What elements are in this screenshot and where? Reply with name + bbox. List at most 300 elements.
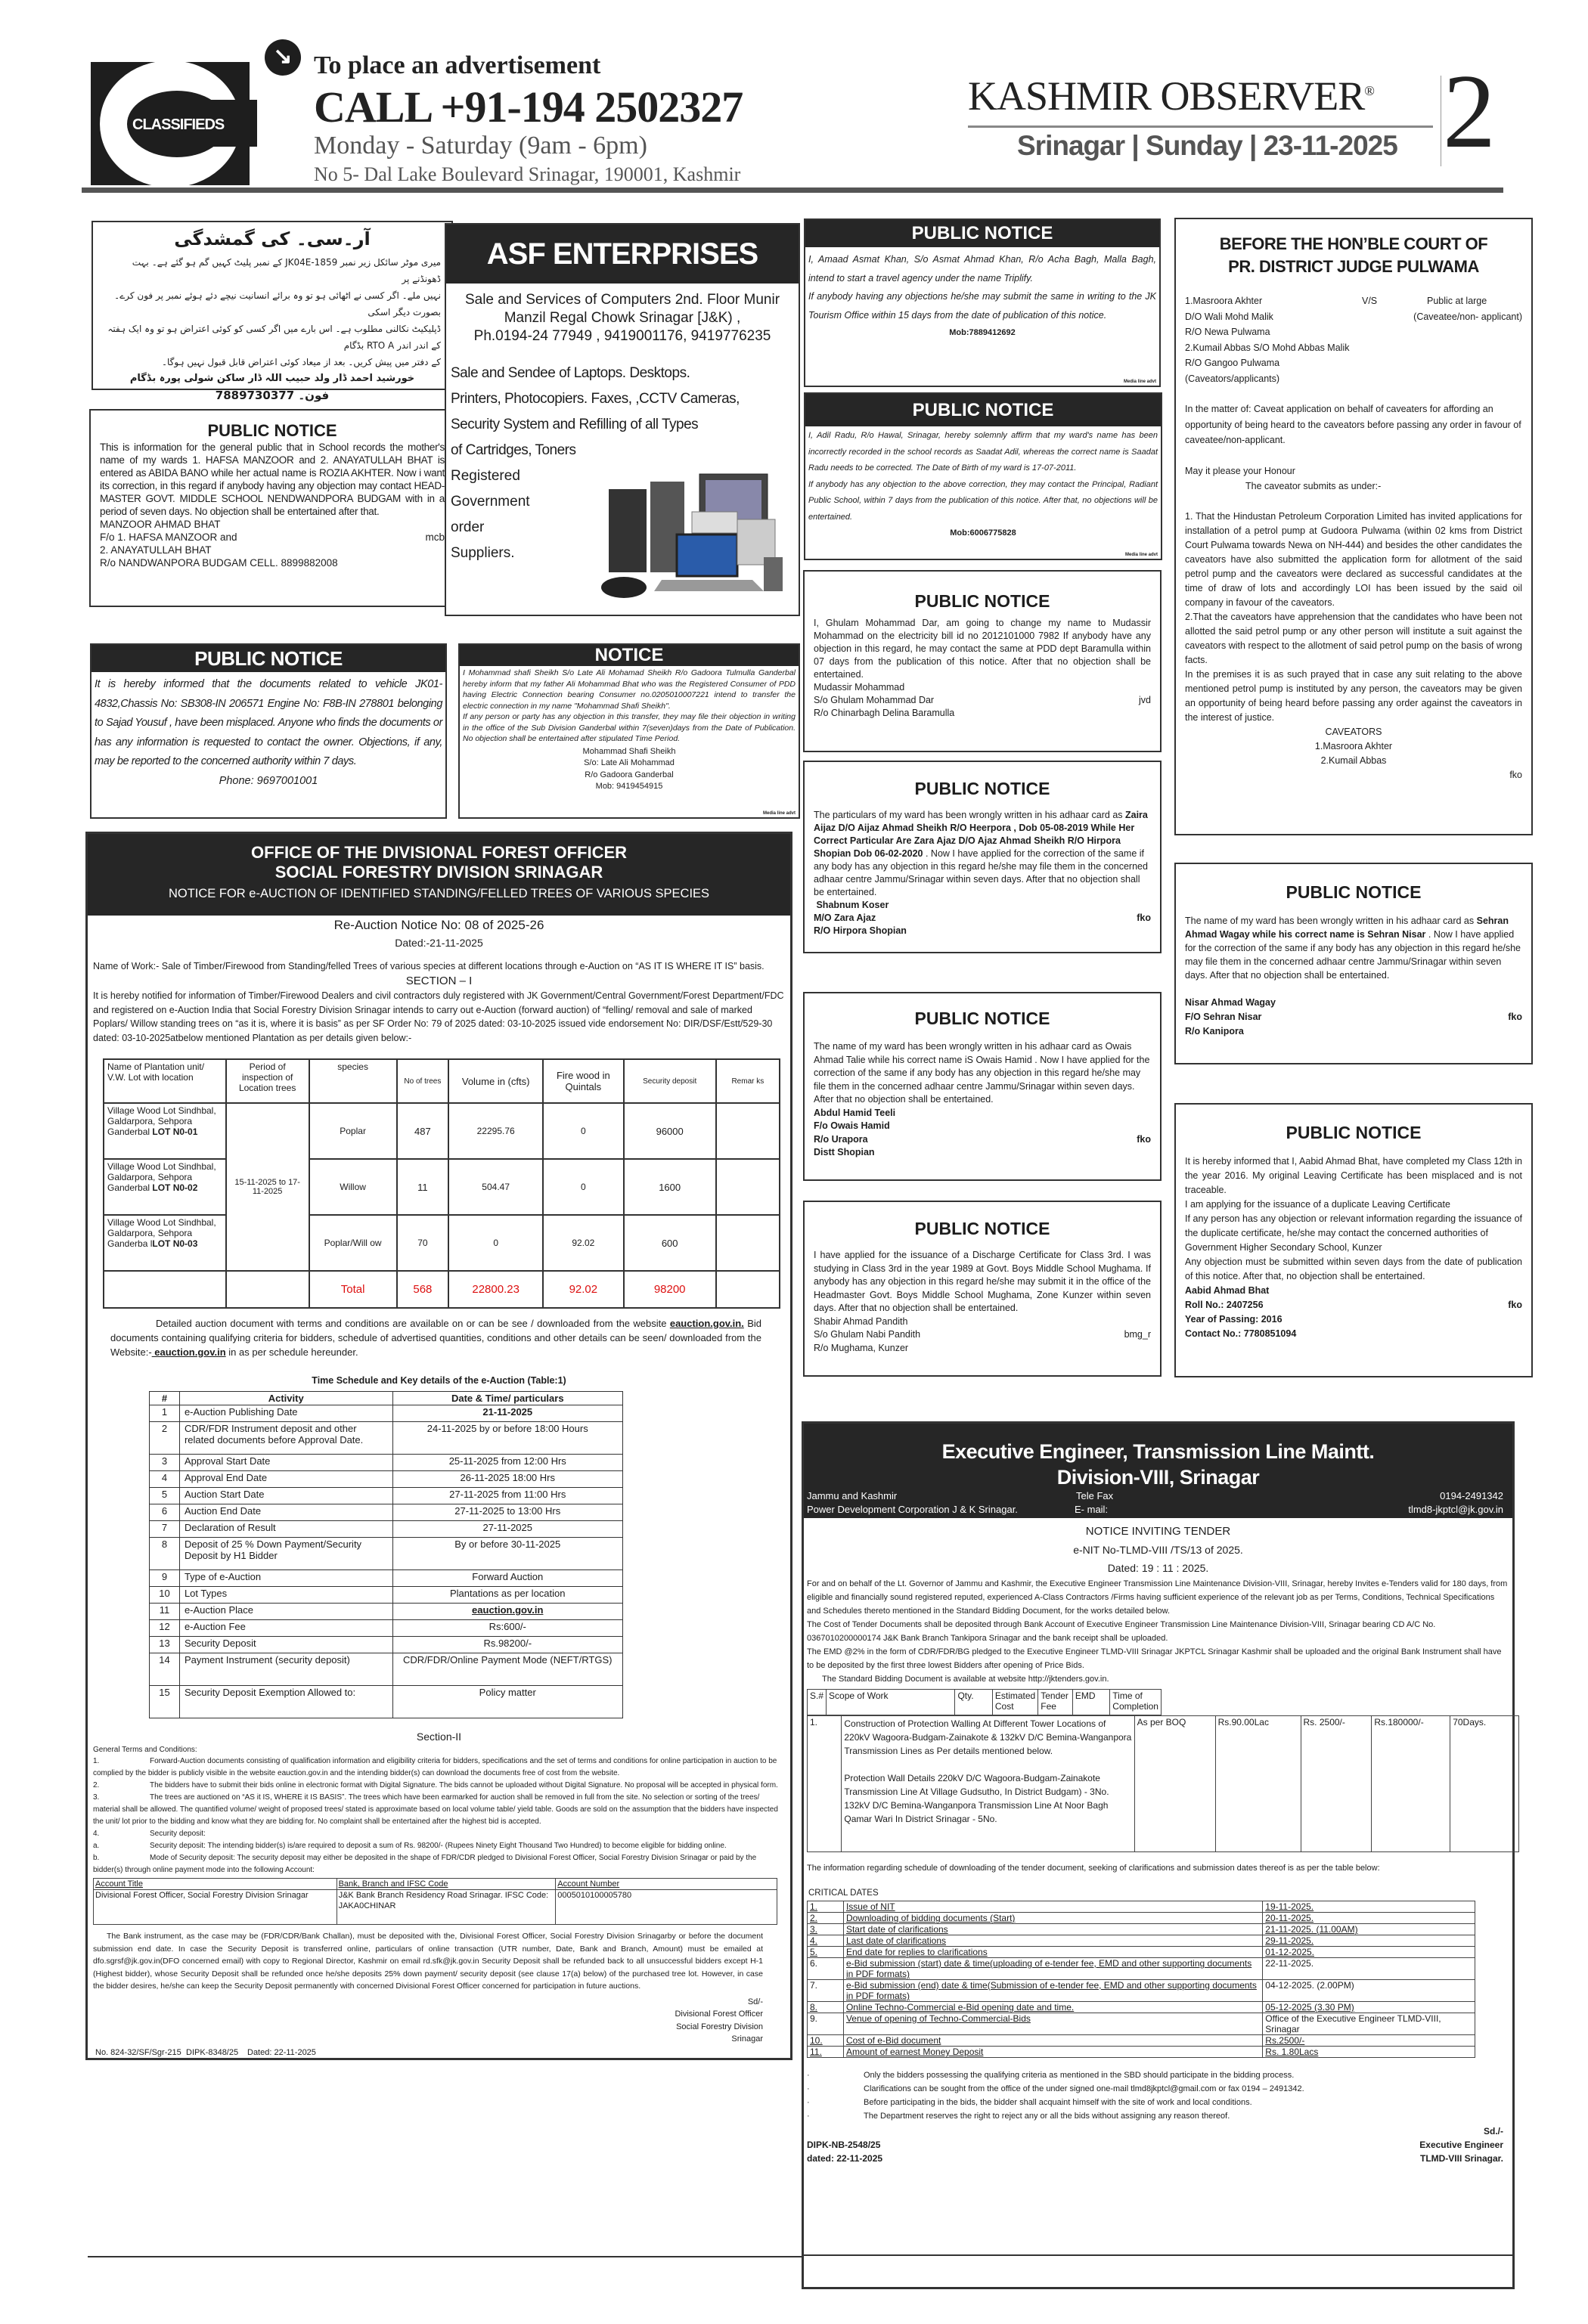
header-volume: Volume in (cfts) xyxy=(448,1059,543,1103)
classifieds-logo xyxy=(91,62,250,185)
term-text: Security deposit: The intending bidder(s) is/are required to deposit a sum of Rs. 98200/- (Rupees Ninety Eight Thousand Two Hundred) to become eligible for bidding online. xyxy=(150,1842,727,1850)
respondent-role: (Caveatee/non- applicant) xyxy=(1413,311,1522,322)
lot-firewood: 0 xyxy=(543,1103,624,1159)
schedule-date: Rs:600/- xyxy=(392,1620,623,1637)
account-number: 0005010100005780 xyxy=(556,1890,777,1925)
work-header-scope: Scope of Work xyxy=(827,1690,955,1715)
sign-ward: 2. ANAYATULLAH BHAT xyxy=(100,544,212,556)
work-scope-main: Construction of Protection Walling At Different Tower Locations of 220kV Wagoora-Budgam-Zainakote & 132kV D/C Bemina-Wanganpora Transmission Lines as Per details mentioned below. xyxy=(844,1718,1132,1756)
lot-location: Village Wood Lot Sindhbal, Galdarpora, Sehpora Ganderbal xyxy=(107,1105,216,1137)
critical-no: 4. xyxy=(808,1935,844,1947)
term-number: 1. xyxy=(93,1757,100,1765)
bullet-text: Before participating in the bids, the bidder shall acquaint himself with the site of work and local conditions. xyxy=(864,2098,1252,2107)
work-header-emd: EMD xyxy=(1072,1690,1109,1715)
schedule-row xyxy=(150,1471,623,1488)
forest-auction-notice xyxy=(85,832,792,2060)
critical-no: 7. xyxy=(808,1980,844,2002)
forest-sign-sd: Sd/- xyxy=(747,1997,763,2006)
notice-mobile: Mob:6006775828 xyxy=(950,528,1016,538)
telefax-number: 0194-2491342 xyxy=(1440,1490,1503,1501)
tender-bullet xyxy=(807,2109,1509,2123)
notice-body: I, Ghulam Mohammad Dar, am going to change my name to Mudassir Mohammad on the electricity bill id no 2012101000 7982 If anybody have any objection in this regard, he may contact the same at PDD dept Baramulla within 07 days from the publication of this notice. After that no objection shall be entertained. xyxy=(814,618,1151,680)
notice-title: PUBLIC NOTICE xyxy=(914,779,1050,798)
schedule-row xyxy=(150,1620,623,1637)
tender-sign-title: Executive Engineer xyxy=(1419,2140,1503,2150)
term-text: The bidders have to submit their bids online in electronic format with Digital Signature. The bids cannot be uploaded without Digital Signature. No proposal will be accepted in physical form. xyxy=(150,1781,778,1789)
work-time: 70Days. xyxy=(1450,1716,1519,1852)
public-notice-adhaar-zara xyxy=(803,761,1162,953)
urdu-line-4: کے دفتر میں پیش کریں۔ بعد از میعاد کوئی اعتراض قابل قبول نہیں ہوگا۔ xyxy=(161,357,441,367)
notice-body: The name of my ward has been wrongly written in his adhaar card as Sehran Ahmad Wagay while his correct name is Sehran Nisar . Now I have applied for the correction of the same if any body has any objection in this regard he/she may file them in the concerned adhaar centre Jammu/Srinagar within seven days. After that no objection shall be entertained. xyxy=(1185,916,1521,981)
critical-event: e-Bid submission (start) date & time(uploading of e-tender fee, EMD and other supporting documents in PDF formats) xyxy=(843,1958,1262,1980)
critical-event: Last date of clarifications xyxy=(843,1935,1262,1947)
forest-header-3: NOTICE FOR e-AUCTION OF IDENTIFIED STANDING/FELLED TREES OF VARIOUS SPECIES xyxy=(168,887,710,900)
schedule-row xyxy=(150,1604,623,1620)
forest-sign-division: Social Forestry Division xyxy=(676,2022,763,2031)
public-notice-electricity-name xyxy=(803,570,1162,752)
respondent: Public at large xyxy=(1427,296,1487,306)
asf-tagline-3: order xyxy=(451,519,485,535)
critical-event: e-Bid submission (end) date & time(Submission of e-tender fee, EMD and other supporting documents in PDF formats) xyxy=(843,1980,1262,2002)
lot-trees: 487 xyxy=(397,1103,449,1159)
term-number: 2. xyxy=(93,1781,100,1789)
caveator-1: 1.Masroora Akhter xyxy=(1314,740,1393,751)
sign-name: Shabir Ahmad Pandith xyxy=(814,1315,908,1327)
tender-header-1: Executive Engineer, Transmission Line Maintt. xyxy=(941,1440,1375,1463)
lot-volume: 22295.76 xyxy=(448,1103,543,1159)
public-notice-adhaar-owais xyxy=(803,992,1162,1181)
asf-title: ASF ENTERPRISES xyxy=(446,225,799,284)
notice-body-1: I, Amaad Asmat Khan, S/o Asmat Ahmad Khan, R/o Acha Bagh, Malla Bagh, intend to start a travel agency under the name Triplify. xyxy=(808,254,1156,284)
notice-title: PUBLIC NOTICE xyxy=(1286,882,1422,902)
lot-volume: 0 xyxy=(448,1215,543,1271)
sign-relation: S/o Ghulam Nabi Pandith xyxy=(814,1329,921,1340)
sign-address: R/o Kanipora xyxy=(1185,1026,1244,1037)
bullet-icon: · xyxy=(807,2112,810,2121)
schedule-date: By or before 30-11-2025 xyxy=(392,1538,623,1570)
lot-location: Village Wood Lot Sindhbal, Galdarpora, Sehpora Ganderbal xyxy=(107,1161,216,1193)
critical-date: 19-11-2025. xyxy=(1263,1901,1475,1913)
sign-name: Abdul Hamid Teeli xyxy=(814,1107,896,1118)
work-row xyxy=(808,1716,1519,1852)
work-header-time: Time of Completion xyxy=(1110,1690,1162,1715)
section-2-heading: Section-II xyxy=(416,1731,462,1743)
critical-no: 1. xyxy=(808,1901,844,1913)
lot-number: LOT N0-02 xyxy=(152,1182,198,1193)
schedule-date: Forward Auction xyxy=(392,1570,623,1587)
bullet-icon: · xyxy=(807,2098,810,2107)
critical-no: 9. xyxy=(808,2013,844,2035)
agency-code: jvd xyxy=(1139,695,1151,705)
agency-tag: Media line advt xyxy=(1123,380,1156,384)
schedule-activity: e-Auction Fee xyxy=(179,1620,392,1637)
agency-code: fko xyxy=(1509,769,1522,780)
schedule-activity: Security Deposit Exemption Allowed to: xyxy=(179,1686,392,1718)
schedule-no: 4 xyxy=(150,1471,180,1488)
masthead-rule xyxy=(968,125,1433,128)
lot-species: Poplar/Will ow xyxy=(309,1215,397,1271)
schedule-activity: Declaration of Result xyxy=(179,1521,392,1538)
party-1: 1.Masroora Akhter xyxy=(1185,296,1263,306)
critical-event: Cost of e-Bid document xyxy=(843,2035,1262,2047)
asf-service-2: Printers, Photocopiers. Faxes, ,CCTV Cameras, xyxy=(451,391,740,407)
eauction-link[interactable]: eauction.gov.in. xyxy=(669,1318,744,1329)
agency-code: bmg_r xyxy=(1124,1329,1151,1340)
lot-row xyxy=(104,1215,780,1271)
schedule-activity: e-Auction Publishing Date xyxy=(179,1405,392,1422)
court-title-1: BEFORE THE HON’BLE COURT OF xyxy=(1219,234,1488,253)
header-period: Period of inspection of Location trees xyxy=(226,1059,309,1103)
notice-body-1: I, Adil Radu, R/o Hawal, Srinagar, hereby solemnly affirm that my ward's name has been incorrectly recorded in the school records as Saadat Adil, whereas the correct name is Saadat Radu needs to be corrected. The Date of Birth of my ward is 17-07-2011. xyxy=(808,431,1158,473)
nit-title: NOTICE INVITING TENDER xyxy=(1085,1525,1231,1538)
agency-tag: Media line advt xyxy=(1124,553,1158,557)
term-item xyxy=(93,1840,785,1852)
reauction-dated: Dated:-21-11-2025 xyxy=(395,937,483,949)
critical-date: 20-11-2025. xyxy=(1263,1913,1475,1924)
forest-header-2: SOCIAL FORESTRY DIVISION SRINAGAR xyxy=(274,863,603,882)
masthead-title: KASHMIR OBSERVER xyxy=(968,73,1365,119)
schedule-activity: Type of e-Auction xyxy=(179,1570,392,1587)
court-honour: May it please your Honour xyxy=(1185,465,1295,476)
party-2-residence: R/O Gangoo Pulwama xyxy=(1185,358,1280,368)
sign-roll-no: Roll No.: 2407256 xyxy=(1185,1300,1264,1310)
critical-date-row xyxy=(808,2035,1475,2047)
critical-date: 05-12-2025 (3.30 PM) xyxy=(1263,2002,1475,2013)
party-2: 2.Kumail Abbas S/O Mohd Abbas Malik xyxy=(1185,342,1350,353)
terms-heading: General Terms and Conditions: xyxy=(93,1746,197,1754)
schedule-activity: e-Auction Place xyxy=(179,1604,392,1620)
schedule-date: Rs.98200/- xyxy=(392,1637,623,1653)
work-emd: Rs.180000/- xyxy=(1372,1716,1450,1852)
sign-name: Nisar Ahmad Wagay xyxy=(1185,997,1276,1008)
forest-ref-no: No. 824-32/SF/Sgr-215 xyxy=(95,2047,181,2057)
bottom-rule-left xyxy=(88,2256,802,2257)
urdu-line-3: ڈپلیکیٹ نکالنی مطلوب ہے۔ اس بارے میں اگر کسی کو کوئی اعتراض ہو تو وہ ایک ہفتہ کے اندر اندر RTO A بڈگام xyxy=(107,324,441,351)
work-table xyxy=(807,1689,1162,1715)
page-number: 2 xyxy=(1443,53,1496,170)
work-qty: As per BOQ xyxy=(1134,1716,1215,1852)
asf-tagline-4: Suppliers. xyxy=(451,545,515,561)
agency-tag: Media line advt xyxy=(762,811,796,816)
sign-relation: F/o Owais Hamid xyxy=(814,1120,890,1131)
email-address[interactable]: tlmd8-jkptcl@jk.gov.in xyxy=(1408,1504,1503,1515)
urdu-line-2: نہیں ملے۔ اگر کسی نے اٹھائی ہو تو وہ برائے انسانیت نیچے دئے ہوئے نمبر پر فون کرے۔ بصورت دیگر اسکی xyxy=(114,290,441,318)
critical-date-row xyxy=(808,1980,1475,2002)
term-number: 4. xyxy=(93,1830,100,1838)
notice-body-2: If anybody having any objections he/she may submit the same in writing to the JK Tourism Office within 15 days from the date of publication of this notice. xyxy=(808,291,1156,321)
logo-text: CLASSIFIEDS xyxy=(132,116,225,133)
lot-volume: 504.47 xyxy=(448,1159,543,1215)
notice-body: It is hereby informed that the documents related to vehicle JK01-4832,Chassis No: SB308-IN 206571 Engine No: F8B-IN 278801 belonging to Sajad Yousuf , have been misplaced. Anyone who finds the documents or has any information is requested to contact the owner. Objections, if any, may be reported to the concerned authority within 7 days. xyxy=(95,678,442,767)
schedule-date: 27-11-2025 xyxy=(392,1521,623,1538)
schedule-no: 13 xyxy=(150,1637,180,1653)
schedule-activity: Deposit of 25 % Down Payment/Security Deposit by H1 Bidder xyxy=(179,1538,392,1570)
term-item xyxy=(93,1755,785,1780)
tender-bullet xyxy=(807,2082,1509,2096)
schedule-activity: Security Deposit xyxy=(179,1637,392,1653)
schedule-activity: Auction End Date xyxy=(179,1504,392,1521)
versus: V/S xyxy=(1362,296,1378,306)
schedule-no: 11 xyxy=(150,1604,180,1620)
urdu-lost-rc-ad xyxy=(91,221,453,402)
schedule-row xyxy=(150,1521,623,1538)
bottom-rule-right xyxy=(802,2254,1512,2256)
notice-title: PUBLIC NOTICE xyxy=(914,1009,1050,1028)
section-1-body: It is hereby notified for information of Timber/Firewood Dealers and civil contractors duly registered with JK Government/Central Government/Forest Department/FDC and registered on e-Auction India that Social Forestry Division Srinagar intends to carry out e-Auction (forward auction) of “felling/ removal and sale of marked Poplars/ Willow standing trees on “as it is, where it is basis” as per SF Order No: 79 of 2025 dated: 03-10-2025 issued vide endorsement No: DIR/DSF/Estt/529-30 dated: 03-10-2025atbelow mentioned Plantation as per details given below:- xyxy=(93,990,784,1043)
header-trees: No of trees xyxy=(397,1059,449,1103)
schedule-activity: Lot Types xyxy=(179,1587,392,1604)
email-label: E- mail: xyxy=(1075,1504,1109,1515)
public-notice-mother-name xyxy=(89,409,455,607)
sign-contact: Contact No.: 7780851094 xyxy=(1185,1328,1297,1339)
term-text: Security deposit: xyxy=(150,1830,206,1838)
notice-title: PUBLIC NOTICE xyxy=(805,220,1159,247)
lot-firewood: 92.02 xyxy=(543,1215,624,1271)
schedule-date: 27-11-2025 to 13:00 Hrs xyxy=(392,1504,623,1521)
name-of-work: Name of Work:- Sale of Timber/Firewood from Standing/felled Trees of various species at different locations through e-Auction on “AS IT IS WHERE IT IS” basis. xyxy=(93,961,765,971)
critical-event: Issue of NIT xyxy=(843,1901,1262,1913)
critical-date: Office of the Executive Engineer TLMD-VIII, Srinagar xyxy=(1263,2013,1475,2035)
lot-species: Willow xyxy=(309,1159,397,1215)
lots-table xyxy=(103,1058,780,1309)
sign-address: R/o Chinarbagh Delina Baramulla xyxy=(814,708,955,718)
notice-body: The name of my ward has been wrongly written in his adhaar card as Owais Ahmad Talie while his correct name iS Owais Hamid . Now I have applied for the correction of the same if any body has any objection in this regard he/she may file them in the concerned adhaar centre Jammu/Srinagar within seven days. After that no objection shall be entertained. xyxy=(814,1041,1150,1105)
sign-relation: F/O Sehran Nisar xyxy=(1185,1012,1262,1022)
tender-para-3: The EMD @2% in the form of CDR/FDR/BG pledged to the Executive Engineer TLMD-VIII Srinagar JKPTCL Srinagar Kashmir shall be uploaded and the original Bank Instrument shall have to be deposited by the first three lowest Bidders after opening of Price Bids. xyxy=(807,1647,1502,1670)
agency-code: fko xyxy=(1137,913,1151,923)
critical-date-row xyxy=(808,2002,1475,2013)
asf-service-1: Sale and Sendee of Laptops. Desktops. xyxy=(451,365,690,381)
critical-event: Start date of clarifications xyxy=(843,1924,1262,1935)
critical-dates-table xyxy=(807,1901,1475,2058)
schedule-title: Time Schedule and Key details of the e-Auction (Table:1) xyxy=(312,1375,566,1386)
work-scope-detail-2: 132kV D/C Bemina-Wanganpora Transmission Line At Noor Bagh Qamar Wari In District Srinagar - 5No. xyxy=(844,1800,1109,1824)
bullet-icon: · xyxy=(807,2071,810,2080)
work-scope-detail-1: Protection Wall Details 220kV D/C Wagoora-Budgam-Zainakote Transmission Line At Village Gudsutho, In District Budgam) - 3No. xyxy=(844,1773,1109,1797)
critical-event: End date for replies to clarifications xyxy=(843,1947,1262,1958)
header-species: species xyxy=(309,1059,397,1103)
header-location: Name of Plantation unit/ V.W. Lot with location xyxy=(104,1059,226,1103)
critical-date: 22-11-2025. xyxy=(1263,1958,1475,1980)
critical-date: Rs.2500/- xyxy=(1263,2035,1475,2047)
tender-header-2: Division-VIII, Srinagar xyxy=(1056,1466,1260,1489)
account-header-title: Account Title xyxy=(94,1879,337,1890)
notice-title: PUBLIC NOTICE xyxy=(914,591,1050,611)
critical-date-row xyxy=(808,2047,1475,2058)
tender-dipk-dated: dated: 22-11-2025 xyxy=(807,2153,883,2164)
urdu-line-1: میری موٹر سائکل زیر نمبر JK04E-1859 کے نمبر پلیٹ کہیں گم ہو گئے ہے۔ بہت ڈھونڈنے پر xyxy=(132,257,441,284)
schedule-no: 3 xyxy=(150,1455,180,1471)
caveators-label: CAVEATORS xyxy=(1325,726,1382,737)
masthead xyxy=(968,73,1374,119)
sign-relation: F/o 1. HAFSA MANZOOR and xyxy=(100,531,237,543)
lot-number: LOT N0-03 xyxy=(152,1238,198,1249)
schedule-date: 21-11-2025 xyxy=(392,1405,623,1422)
notice-mobile: Mob:7889412692 xyxy=(949,328,1016,337)
critical-date-row xyxy=(808,1913,1475,1924)
tender-bullet xyxy=(807,2096,1509,2109)
agency-code: fko xyxy=(1137,1133,1151,1145)
schedule-activity: Payment Instrument (security deposit) xyxy=(179,1653,392,1686)
notice-title: PUBLIC NOTICE xyxy=(805,394,1161,426)
eauction-link[interactable]: eauction.gov.in xyxy=(151,1346,226,1358)
public-notice-leaving-certificate xyxy=(1174,1103,1533,1377)
header-deposit: Security deposit xyxy=(624,1059,716,1103)
total-deposit: 98200 xyxy=(624,1271,716,1308)
telefax-label: Tele Fax xyxy=(1076,1490,1114,1501)
tender-sign-sd: Sd./- xyxy=(1484,2126,1503,2137)
work-fee: Rs. 2500/- xyxy=(1301,1716,1372,1852)
sign-name: MANZOOR AHMAD BHAT xyxy=(100,519,221,530)
schedule-no: 1 xyxy=(150,1405,180,1422)
term-item xyxy=(93,1852,785,1876)
schedule-row xyxy=(150,1653,623,1686)
notice-title: NOTICE xyxy=(460,645,799,666)
lot-deposit: 600 xyxy=(624,1215,716,1271)
work-header-cost: Estimated Cost xyxy=(992,1690,1037,1715)
advert-phone: CALL +91-194 2502327 xyxy=(314,82,743,132)
notice-body: It is hereby informed that I, Aabid Ahmad Bhat, have completed my Class 12th in the year 2016. My original Leaving Certificate has been misplaced and is not traceable. I am applying for the issuance of a duplicate Leaving Certificate If any person has any objection or relevant information regarding the issuance of the duplicate certificate, he/she may contact the concerned authorities of Government Higher Secondary School, Kunzer Any objection must be submitted within seven days from the date of publication of this notice. After that, no objection shall be entertained. xyxy=(1185,1156,1522,1281)
bullet-text: Clarifications can be sought from the office of the under signed one-mail tlmd8jkptcl@gmail.com or fax 0194 – 2491342. xyxy=(864,2084,1304,2093)
critical-no: 2. xyxy=(808,1913,844,1924)
asf-phones: Ph.0194-24 77949 , 9419001176, 9419776235 xyxy=(473,328,771,344)
schedule-header-activity: Activity xyxy=(179,1392,392,1405)
urdu-phone: فون۔ 7889730377 xyxy=(215,389,330,402)
schedule-activity: Auction Start Date xyxy=(179,1488,392,1504)
notice-title: PUBLIC NOTICE xyxy=(1286,1123,1422,1142)
notice-body-1: I Mohammad shafi Sheikh S/o Late Ali Mohamad Sheikh R/o Gadoora Tulmulla Ganderbal hereby inform that my father Ali Mohammad Bhat who was the Registered Consumer of PDD having Electric Connection bearing Consumer no.0205010007221 intend to transfer the electric connection in my name "Mohammad Shafi Sheikh". xyxy=(463,668,796,711)
work-cost: Rs.90.00Lac xyxy=(1215,1716,1301,1852)
urdu-title: آر۔سی۔ کی گمشدگی xyxy=(174,228,371,249)
schedule-date: Policy matter xyxy=(392,1686,623,1718)
critical-date-row xyxy=(808,1947,1475,1958)
term-item xyxy=(93,1828,785,1840)
work-header-qty: Qty. xyxy=(955,1690,992,1715)
agency-code: fko xyxy=(1508,1300,1522,1310)
lot-trees: 70 xyxy=(397,1215,449,1271)
notice-body: This is information for the general public that in School records the mother's name of my wards 1. HAFSA MANZOOR and 2. ANAYATULLAH BHAT is entered as ABIDA BANO while her actual name is ROZIA AKHTER. Now i want its correction, in this regard if anybody having any objection may contact HEAD-MASTER GOVT. MIDDLE SCHOOL NENDWANDPORA BUDGAM with in a period of seven days. No objection shall be entertained after that. xyxy=(100,442,445,517)
agency-code: fko xyxy=(1508,1012,1522,1022)
schedule-row xyxy=(150,1488,623,1504)
critical-event: Downloading of bidding documents (Start) xyxy=(843,1913,1262,1924)
notice-title: PUBLIC NOTICE xyxy=(914,1219,1050,1238)
forest-sign-title: Divisional Forest Officer xyxy=(675,2009,763,2019)
sign-district: Distt Shopian xyxy=(814,1147,875,1157)
sign-name: Shabnum Koser xyxy=(814,900,889,910)
critical-date: 01-12-2025. xyxy=(1263,1947,1475,1958)
critical-no: 8. xyxy=(808,2002,844,2013)
court-para-1: 1. That the Hindustan Petroleum Corporation Limited has invited applications for installation of a petrol pump at Gudoora Pulwama (within 02 kms from District Court Pulwama towards Newa on NH-444) and besides the other candidates the caveators have also submitted the application form for allotment of the said petrol pump and the caveators were declared as successful candidates at the time of draw of lots and accordingly LOI has been issued by the said oil company in favour of the caveators. xyxy=(1185,510,1522,608)
sign-address: R/o Urapora xyxy=(814,1133,868,1145)
sign-address: R/o Mughama, Kunzer xyxy=(814,1342,909,1353)
critical-no: 11. xyxy=(808,2047,844,2058)
account-table xyxy=(93,1878,777,1925)
schedule-header-no: # xyxy=(150,1392,180,1405)
critical-no: 5. xyxy=(808,1947,844,1958)
schedule-date[interactable]: eauction.gov.in xyxy=(392,1604,623,1620)
inspection-period: 15-11-2025 to 17-11-2025 xyxy=(226,1103,309,1271)
schedule-row xyxy=(150,1405,623,1422)
urdu-signature: خورشید احمد ڈار ولد حبیب اللہ ڈار ساکن شولی پورہ بڈگام xyxy=(129,373,415,384)
schedule-header-date: Date & Time/ particulars xyxy=(392,1392,623,1405)
header-firewood: Fire wood in Quintals xyxy=(543,1059,624,1103)
party-role: (Caveators/applicants) xyxy=(1185,373,1280,384)
total-row xyxy=(104,1271,780,1308)
bullet-text: The Department reserves the right to reject any or all the bids without assigning any reason thereof. xyxy=(864,2112,1230,2121)
dateline: Srinagar | Sunday | 23-11-2025 xyxy=(1017,130,1397,161)
critical-dates-label: CRITICAL DATES xyxy=(808,1889,879,1898)
schedule-row xyxy=(150,1570,623,1587)
sign-address: R/O Hirpora Shopian xyxy=(814,925,907,936)
schedule-no: 6 xyxy=(150,1504,180,1521)
computer-equipment-image xyxy=(586,466,790,610)
critical-no: 6. xyxy=(808,1958,844,1980)
asf-service-4: of Cartridges, Toners xyxy=(451,442,576,458)
total-trees: 568 xyxy=(397,1271,449,1308)
work-header-fee: Tender Fee xyxy=(1038,1690,1073,1715)
lot-species: Poplar xyxy=(309,1103,397,1159)
sign-address: R/o NANDWANPORA BUDGAM CELL. 8899882008 xyxy=(100,557,338,569)
notice-body: The particulars of my ward has been wrongly written in his adhaar card as Zaira Aijaz D/O Aijaz Ahmad Sheikh R/O Heerpora , Dob 05-08-2019 While Her Correct Particular Are Zara Ajaz D/O Ajaz Ahmad Sheikh R/O Hirpora Shopian Dob 06-02-2020 . Now I have applied for the correction of the same if any body has any objection in this regard he/she may file them in the concerned adhaar centre Jammu/Srinagar within seven days. After that no objection shall be entertained. xyxy=(814,810,1148,897)
nit-dated: Dated: 19 : 11 : 2025. xyxy=(1107,1562,1209,1574)
term-number: a. xyxy=(93,1842,100,1850)
schedule-no: 12 xyxy=(150,1620,180,1637)
bullet-icon: · xyxy=(807,2084,810,2093)
schedule-activity: Approval End Date xyxy=(179,1471,392,1488)
lot-deposit: 96000 xyxy=(624,1103,716,1159)
schedule-no: 9 xyxy=(150,1570,180,1587)
asf-tagline-2: Government xyxy=(451,494,530,510)
sign-name: Aabid Ahmad Bhat xyxy=(1185,1285,1270,1296)
critical-no: 3. xyxy=(808,1924,844,1935)
critical-date: Rs. 1.80Lacs xyxy=(1263,2047,1475,2058)
work-header-sno: S.# xyxy=(808,1690,827,1715)
schedule-row xyxy=(150,1455,623,1471)
section-1-heading: SECTION – I xyxy=(405,975,473,987)
work-table-body xyxy=(807,1715,1519,1852)
bank-instrument-paragraph: The Bank instrument, as the case may be (FDR/CDR/Bank Challan), must be deposited with the, Divisional Forest Officer, Social Forestry Division Srinagarby or before the document submission end date. In case the Security Deposit is transferred online, particulars of online transaction (UTR number, Date, Bank and Branch, Amount) must be emailed at dfo.sgrsf@jk.gov.in(DFO concerned email) with copy to Regional Director, Kashmir on email rd.sfk@jk.gov.in Security Deposit shall be refunded back to all unsuccessful bidders except H-1 (Highest bidder), whose Security Deposit shall be refunded once he/she deposits 25% down payment/ security deposit (see clause 17(a) below) of the purchased tree lot. However, in case the bidder desires, he/she can keep the Security Deposit permanently with concerned Divisional Forest Officer concerned for participation in future auctions. xyxy=(93,1932,763,1991)
asf-service-3: Security System and Refilling of all Types xyxy=(451,417,699,432)
notice-title: PUBLIC NOTICE xyxy=(91,645,445,672)
sign-address: R/o Gadoora Ganderbal xyxy=(585,770,674,779)
lot-location: Village Wood Lot Sindhbal, Galdarpora, Sehpora Ganderba l xyxy=(107,1217,216,1249)
critical-date-row xyxy=(808,1958,1475,1980)
critical-date: 21-11-2025. (11.00AM) xyxy=(1263,1924,1475,1935)
schedule-no: 8 xyxy=(150,1538,180,1570)
tender-para-4: The Standard Bidding Document is available at website http://jktenders.gov.in. xyxy=(822,1675,1109,1684)
reauction-no: Re-Auction Notice No: 08 of 2025-26 xyxy=(333,918,544,932)
notice-phone: Phone: 9697001001 xyxy=(219,774,318,787)
court-submits: The caveator submits as under:- xyxy=(1245,481,1382,491)
notice-body: I have applied for the issuance of a Discharge Certificate for Class 3rd. I was studying in Class 3rd in the year 1989 at Govt. Boys Middle School Mughama. If anybody has any objection in this regard he/she may submit it in the office of the Headmaster Govt. Boys Middle School Mughama, Zone Kunzer within seven days. After that no objection shall be entertained. xyxy=(814,1250,1151,1313)
nit-number: e-NIT No-TLMD-VIII /TS/13 of 2025. xyxy=(1073,1544,1243,1556)
critical-event: Online Techno-Commercial e-Bid opening date and time. xyxy=(843,2002,1262,2013)
schedule-activity: Approval Start Date xyxy=(179,1455,392,1471)
account-header-number: Account Number xyxy=(556,1879,777,1890)
schedule-table xyxy=(149,1391,623,1718)
tender-dipk: DIPK-NB-2548/25 xyxy=(807,2140,881,2150)
public-notice-travel-agency xyxy=(804,218,1161,387)
advert-line: To place an advertisement xyxy=(314,51,601,79)
total-volume: 22800.23 xyxy=(448,1271,543,1308)
sign-name: Mohammad Shafi Sheikh xyxy=(582,746,676,756)
forest-header-1: OFFICE OF THE DIVISIONAL FOREST OFFICER xyxy=(250,843,628,862)
tender-notice xyxy=(802,1421,1515,2289)
caveator-2: 2.Kumail Abbas xyxy=(1320,755,1387,766)
schedule-no: 10 xyxy=(150,1587,180,1604)
lot-deposit: 1600 xyxy=(624,1159,716,1215)
tender-org-1: Jammu and Kashmir xyxy=(807,1490,898,1501)
